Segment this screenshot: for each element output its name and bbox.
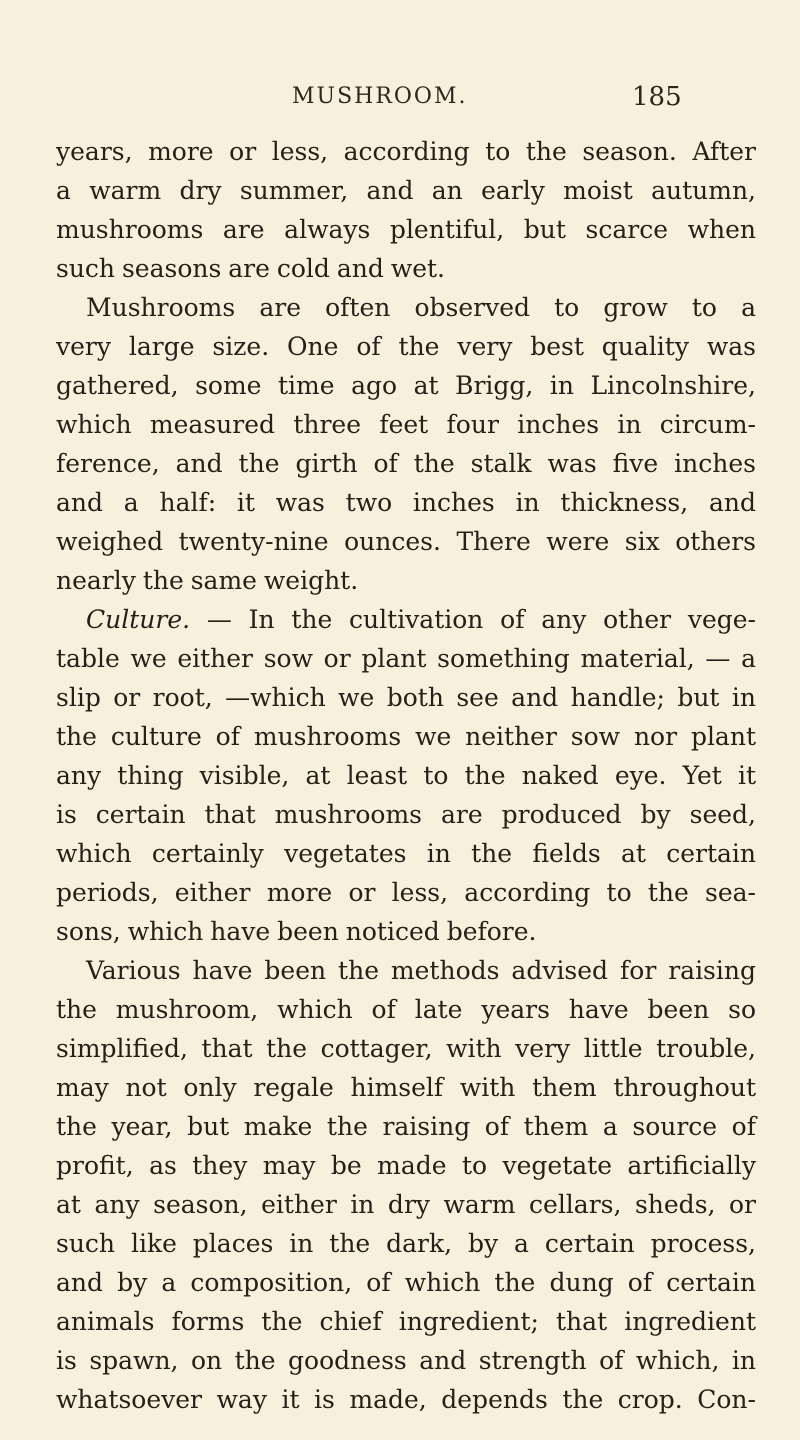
text-line: animals forms the chief ingredient; that ingredient bbox=[56, 1307, 756, 1336]
text-line: is certain that mushrooms are produced by seed, bbox=[56, 800, 756, 829]
text-line: is spawn, on the goodness and strength of which, in bbox=[56, 1346, 756, 1375]
text-line-continuation: — In the cultivation of any other vege- bbox=[206, 605, 756, 634]
text-line: mushrooms are always plentiful, but scarce when bbox=[56, 215, 756, 244]
text-line: years, more or less, according to the season. After bbox=[56, 137, 756, 166]
text-line: periods, either more or less, according to the sea- bbox=[56, 878, 756, 907]
text-line: whatsoever way it is made, depends the crop. Con- bbox=[56, 1385, 756, 1414]
section-heading-culture: Culture. bbox=[86, 605, 191, 634]
text-line: profit, as they may be made to vegetate artificially bbox=[56, 1151, 756, 1180]
text-line: table we either sow or plant something material, — a bbox=[56, 644, 756, 673]
body-text bbox=[56, 132, 756, 1419]
text-line: such like places in the dark, by a certain process, bbox=[56, 1229, 756, 1258]
text-line: and a half: it was two inches in thickness, and bbox=[56, 488, 756, 517]
text-line: may not only regale himself with them throughout bbox=[56, 1073, 756, 1102]
text-line: which certainly vegetates in the fields at certain bbox=[56, 839, 756, 868]
text-line: and by a composition, of which the dung of certain bbox=[56, 1268, 756, 1297]
text-line: such seasons are cold and wet. bbox=[56, 254, 446, 283]
text-line: simplified, that the cottager, with very little trouble, bbox=[56, 1034, 756, 1063]
text-line: the year, but make the raising of them a source of bbox=[56, 1112, 756, 1141]
page-number: 185 bbox=[632, 82, 682, 112]
text-line: gathered, some time ago at Brigg, in Lincolnshire, bbox=[56, 371, 756, 400]
page-header bbox=[0, 84, 800, 118]
text-line: the mushroom, which of late years have been so bbox=[56, 995, 756, 1024]
text-line: sons, which have been noticed before. bbox=[56, 917, 537, 946]
text-line bbox=[56, 600, 756, 639]
text-line: Various have been the methods advised for raising bbox=[86, 956, 756, 985]
text-line: which measured three feet four inches in circum- bbox=[56, 410, 756, 439]
text-line: slip or root, —which we both see and handle; but in bbox=[56, 683, 756, 712]
text-line: at any season, either in dry warm cellars, sheds, or bbox=[56, 1190, 756, 1219]
text-line: ference, and the girth of the stalk was five inches bbox=[56, 449, 756, 478]
text-line: the culture of mushrooms we neither sow nor plant bbox=[56, 722, 756, 751]
text-line: nearly the same weight. bbox=[56, 566, 359, 595]
running-title: MUSHROOM. bbox=[292, 84, 468, 109]
text-line: weighed twenty-nine ounces. There were six others bbox=[56, 527, 756, 556]
text-line: Mushrooms are often observed to grow to a bbox=[86, 293, 756, 322]
text-line: a warm dry summer, and an early moist autumn, bbox=[56, 176, 756, 205]
text-line: any thing visible, at least to the naked eye. Yet it bbox=[56, 761, 756, 790]
text-line: very large size. One of the very best quality was bbox=[56, 332, 756, 361]
